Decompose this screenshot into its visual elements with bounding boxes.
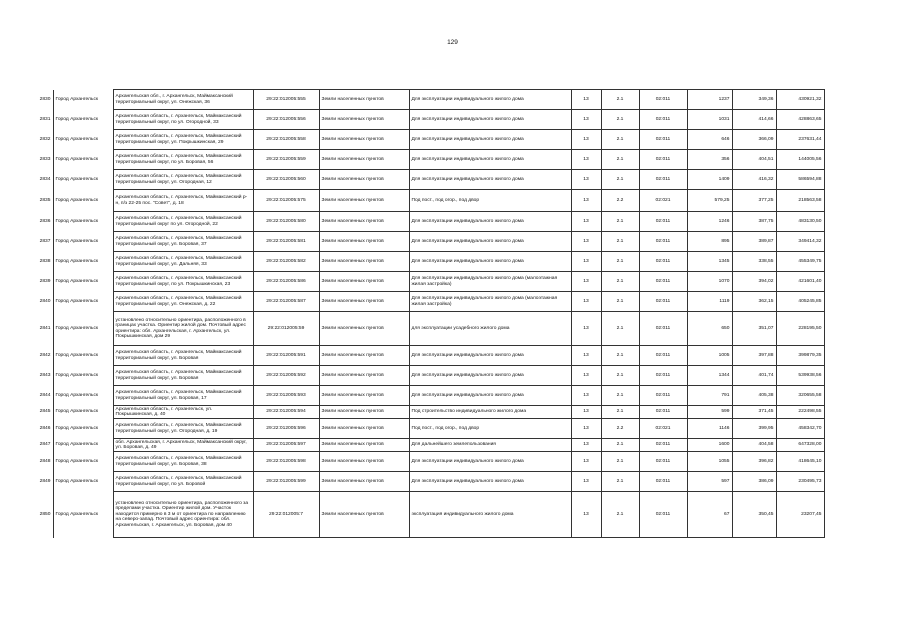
cell-cadastral-value: 458342,70 bbox=[776, 419, 824, 439]
cell-address: Архангельская область, г. Архангельск, Маймаксанский территориальный округ, ул. Боровая bbox=[113, 366, 253, 386]
cell-permitted-use: Для эксплуатации индивидуального жилого дома bbox=[409, 110, 571, 130]
cell-cadastral-value: 144005,56 bbox=[776, 150, 824, 170]
cell-vri-code: 02:011 bbox=[639, 346, 687, 366]
cell-vri-code: 02:011 bbox=[639, 150, 687, 170]
cell-cadastral-number: 29:22:012005:580 bbox=[253, 212, 319, 232]
cell-cadastral-value: 455349,75 bbox=[776, 252, 824, 272]
cell-permitted-use: Для эксплуатации индивидуального жилого дома bbox=[409, 232, 571, 252]
cell-address: Архангельская обл., г. Архангельск, Маймаксанский территориальный округ, ул. Онежская, 36 bbox=[113, 90, 253, 110]
table-row bbox=[35, 439, 824, 452]
cell-address: Архангельская область, г. Архангельск, Маймаксанский территориальный округ, ул. Огородная, 12 bbox=[113, 170, 253, 190]
cell-land-category: Земли населенных пунктов bbox=[319, 312, 409, 346]
cell-row-number: 2843 bbox=[35, 366, 53, 386]
cell-specific-value: 351,07 bbox=[732, 312, 776, 346]
cell-cadastral-value: 430921,32 bbox=[776, 90, 824, 110]
cell-address: Архангельская область, г. Архангельск, Маймаксанский территориальный округ, по ул. Покрышкинская, 23 bbox=[113, 272, 253, 292]
cell-cadastral-value: 23207,45 bbox=[776, 492, 824, 538]
cell-cadastral-number: 29:22:012005:558 bbox=[253, 130, 319, 150]
cell-cadastral-number: 29:22:012005:575 bbox=[253, 190, 319, 212]
cell-code: 13 bbox=[571, 346, 601, 366]
table-row bbox=[35, 170, 824, 190]
cell-area: 597 bbox=[687, 472, 732, 492]
table-row bbox=[35, 272, 824, 292]
cell-row-number: 2847 bbox=[35, 439, 53, 452]
cell-municipality: Город Архангельск bbox=[55, 156, 99, 162]
cell-cadastral-number: 29:22:012005:593 bbox=[253, 386, 319, 406]
cell-row-number: 2831 bbox=[35, 110, 53, 130]
cell-code: 13 bbox=[571, 452, 601, 472]
table-row bbox=[35, 90, 824, 110]
cell-cadastral-number: 29:22:012005:560 bbox=[253, 170, 319, 190]
cell-municipality: Город Архангельск bbox=[55, 325, 99, 331]
cell-area: 1055 bbox=[687, 452, 732, 472]
cell-cadastral-value: 237631,44 bbox=[776, 130, 824, 150]
cell-municipality: Город Архангельск bbox=[55, 116, 99, 122]
cell-use-group: 2.1 bbox=[601, 452, 639, 472]
cell-use-group: 2.1 bbox=[601, 170, 639, 190]
cell-area: 895 bbox=[687, 232, 732, 252]
cell-use-group: 2.1 bbox=[601, 406, 639, 419]
cell-municipality: Город Архангельск bbox=[55, 298, 99, 304]
cell-row-number: 2850 bbox=[35, 492, 53, 538]
cell-municipality: Город Архангельск bbox=[55, 511, 99, 517]
cell-land-category: Земли населенных пунктов bbox=[319, 406, 409, 419]
cell-code: 13 bbox=[571, 150, 601, 170]
cell-permitted-use: Для эксплуатации индивидуального жилого дома bbox=[409, 130, 571, 150]
cell-municipality: Город Архангельск bbox=[55, 238, 99, 244]
cell-address: Архангельская область, г. Архангельск, Маймаксанский территориальный округ, по ул. Боровая, 56 bbox=[113, 150, 253, 170]
cell-permitted-use: Для эксплуатации индивидуального жилого дома bbox=[409, 472, 571, 492]
cell-cadastral-number: 29:22:012005:598 bbox=[253, 452, 319, 472]
cell-municipality: Город Архангельск bbox=[55, 258, 99, 264]
cell-municipality: Город Архангельск bbox=[55, 478, 99, 484]
cell-specific-value: 396,82 bbox=[732, 452, 776, 472]
table-row bbox=[35, 292, 824, 312]
cell-row-number: 2845 bbox=[35, 406, 53, 419]
cell-area: 1031 bbox=[687, 110, 732, 130]
cell-municipality: Город Архангельск bbox=[55, 392, 99, 398]
cell-specific-value: 394,02 bbox=[732, 272, 776, 292]
cell-row-number: 2834 bbox=[35, 170, 53, 190]
cell-cadastral-value: 228195,50 bbox=[776, 312, 824, 346]
cell-row-number: 2840 bbox=[35, 292, 53, 312]
cell-use-group: 2.1 bbox=[601, 366, 639, 386]
cell-municipality: Город Архангельск bbox=[55, 425, 99, 431]
cell-land-category: Земли населенных пунктов bbox=[319, 439, 409, 452]
cell-municipality: Город Архангельск bbox=[55, 409, 99, 415]
cell-specific-value: 387,75 bbox=[732, 212, 776, 232]
cell-cadastral-value: 349414,32 bbox=[776, 232, 824, 252]
cell-use-group: 2.1 bbox=[601, 212, 639, 232]
cell-specific-value: 414,66 bbox=[732, 110, 776, 130]
cell-address: Архангельская область, г. Архангельск, Маймаксанский территориальный округ, ул. Боровая, 17 bbox=[113, 386, 253, 406]
cell-permitted-use: Под пост., под огор., под двор bbox=[409, 419, 571, 439]
cell-code: 13 bbox=[571, 472, 601, 492]
cell-vri-code: 02:021 bbox=[639, 190, 687, 212]
table-row bbox=[35, 212, 824, 232]
cell-address: Архангельская область, г. Архангельск, Маймаксанский территориальный округ, ул. Боровая bbox=[113, 346, 253, 366]
cell-cadastral-number: 29:22:012005:599 bbox=[253, 472, 319, 492]
cell-municipality: Город Архангельск bbox=[55, 218, 99, 224]
cell-code: 13 bbox=[571, 212, 601, 232]
cell-area: 1119 bbox=[687, 292, 732, 312]
cell-cadastral-value: 539938,56 bbox=[776, 366, 824, 386]
cell-municipality: Город Архангельск bbox=[55, 372, 99, 378]
table-row bbox=[35, 312, 824, 346]
cell-vri-code: 02:011 bbox=[639, 439, 687, 452]
cell-specific-value: 349,36 bbox=[732, 90, 776, 110]
cell-land-category: Земли населенных пунктов bbox=[319, 452, 409, 472]
cell-municipality: Город Архангельск bbox=[55, 352, 99, 358]
cell-cadastral-number: 29:22:012005:559 bbox=[253, 150, 319, 170]
cell-vri-code: 02:011 bbox=[639, 252, 687, 272]
cell-address: Архангельская область, г. Архангельск, Маймаксанский р-н, п/з 22-25 пос. "Совет", д. 18 bbox=[113, 190, 253, 212]
cell-vri-code: 02:011 bbox=[639, 292, 687, 312]
cell-row-number: 2842 bbox=[35, 346, 53, 366]
cell-vri-code: 02:011 bbox=[639, 212, 687, 232]
cell-code: 13 bbox=[571, 232, 601, 252]
cell-land-category: Земли населенных пунктов bbox=[319, 150, 409, 170]
cell-permitted-use: Для эксплуатации индивидуального жилого дома bbox=[409, 170, 571, 190]
cell-address: обл. Архангельская, г. Архангельск, Маймаксанский округ, ул. Боровая, д. 49 bbox=[113, 439, 253, 452]
cell-vri-code: 02:011 bbox=[639, 232, 687, 252]
table-body bbox=[35, 90, 824, 538]
cell-cadastral-number: 29:22:012005:556 bbox=[253, 110, 319, 130]
cell-area: 1409 bbox=[687, 170, 732, 190]
cell-cadastral-value: 483130,50 bbox=[776, 212, 824, 232]
cell-vri-code: 02:011 bbox=[639, 272, 687, 292]
cell-cadastral-value: 428863,65 bbox=[776, 110, 824, 130]
cell-specific-value: 404,58 bbox=[732, 439, 776, 452]
cell-code: 13 bbox=[571, 312, 601, 346]
cell-land-category: Земли населенных пунктов bbox=[319, 190, 409, 212]
table-row bbox=[35, 452, 824, 472]
cell-cadastral-value: 320655,58 bbox=[776, 386, 824, 406]
cell-vri-code: 02:011 bbox=[639, 452, 687, 472]
cell-specific-value: 362,15 bbox=[732, 292, 776, 312]
cell-land-category: Земли населенных пунктов bbox=[319, 366, 409, 386]
cell-land-category: Земли населенных пунктов bbox=[319, 130, 409, 150]
cell-row-number: 2846 bbox=[35, 419, 53, 439]
table-row bbox=[35, 232, 824, 252]
cell-cadastral-number: 29:22:012005:7 bbox=[253, 492, 319, 538]
cell-permitted-use: Для эксплуатации индивидуального жилого дома bbox=[409, 90, 571, 110]
cell-cadastral-number: 29:22:012005:59 bbox=[253, 312, 319, 346]
cell-use-group: 2.1 bbox=[601, 386, 639, 406]
cell-cadastral-value: 647328,00 bbox=[776, 439, 824, 452]
cell-cadastral-number: 29:22:012005:586 bbox=[253, 272, 319, 292]
cell-address: Архангельская область, г. Архангельск, ул. Покрышкинская, д. 40 bbox=[113, 406, 253, 419]
cell-specific-value: 350,45 bbox=[732, 492, 776, 538]
cell-code: 13 bbox=[571, 366, 601, 386]
cell-cadastral-value: 230495,73 bbox=[776, 472, 824, 492]
cell-row-number: 2830 bbox=[35, 90, 53, 110]
cell-area: 1344 bbox=[687, 366, 732, 386]
table-row bbox=[35, 252, 824, 272]
table-row bbox=[35, 472, 824, 492]
cell-land-category: Земли населенных пунктов bbox=[319, 419, 409, 439]
cell-permitted-use: Для дальнейшего землепользования bbox=[409, 439, 571, 452]
cell-use-group: 2.1 bbox=[601, 492, 639, 538]
cell-land-category: Земли населенных пунктов bbox=[319, 386, 409, 406]
cell-address: Архангельская область, г. Архангельск, Маймаксанский территориальный округ, ул. Дальняя, 33 bbox=[113, 252, 253, 272]
cell-address: Архангельская область, г. Архангельск, Маймаксанский территориальный округ, ул. Покрышкинская, 29 bbox=[113, 130, 253, 150]
cell-municipality: Город Архангельск bbox=[55, 176, 99, 182]
cell-code: 13 bbox=[571, 439, 601, 452]
cell-vri-code: 02:011 bbox=[639, 170, 687, 190]
cell-specific-value: 371,45 bbox=[732, 406, 776, 419]
table-row bbox=[35, 406, 824, 419]
table-row bbox=[35, 110, 824, 130]
cell-code: 13 bbox=[571, 292, 601, 312]
cell-area: 1345 bbox=[687, 252, 732, 272]
cell-land-category: Земли населенных пунктов bbox=[319, 232, 409, 252]
cell-address: Архангельская область, г. Архангельск, Маймаксанский территориальный округ по ул. Огородной, 22 bbox=[113, 212, 253, 232]
cell-area: 67 bbox=[687, 492, 732, 538]
table-row bbox=[35, 419, 824, 439]
cell-cadastral-value: 421601,40 bbox=[776, 272, 824, 292]
cell-use-group: 2.1 bbox=[601, 346, 639, 366]
cell-area: 1600 bbox=[687, 439, 732, 452]
cell-cadastral-value: 222498,55 bbox=[776, 406, 824, 419]
cell-land-category: Земли населенных пунктов bbox=[319, 272, 409, 292]
cell-cadastral-number: 29:22:012005:581 bbox=[253, 232, 319, 252]
cell-address: Архангельская область, г. Архангельск, Маймаксанский территориальный округ, по ул. Боровой bbox=[113, 472, 253, 492]
cell-specific-value: 338,55 bbox=[732, 252, 776, 272]
cell-use-group: 2.1 bbox=[601, 272, 639, 292]
cell-municipality: Город Архангельск bbox=[55, 458, 99, 464]
cell-address: Архангельская область, г. Архангельск, Маймаксанский территориальный округ, ул. Огородная, д. 19 bbox=[113, 419, 253, 439]
cell-row-number: 2832 bbox=[35, 130, 53, 150]
cell-area: 1146 bbox=[687, 419, 732, 439]
cell-vri-code: 02:011 bbox=[639, 472, 687, 492]
cell-use-group: 2.1 bbox=[601, 252, 639, 272]
table-row bbox=[35, 150, 824, 170]
cell-area: 356 bbox=[687, 150, 732, 170]
cell-cadastral-number: 29:22:012005:596 bbox=[253, 419, 319, 439]
cell-vri-code: 02:011 bbox=[639, 90, 687, 110]
cell-cadastral-number: 29:22:012005:591 bbox=[253, 346, 319, 366]
cell-specific-value: 416,32 bbox=[732, 170, 776, 190]
cell-use-group: 2.1 bbox=[601, 150, 639, 170]
cell-specific-value: 397,88 bbox=[732, 346, 776, 366]
cell-municipality: Город Архангельск bbox=[55, 96, 99, 102]
cell-cadastral-value: 405245,85 bbox=[776, 292, 824, 312]
table-row bbox=[35, 130, 824, 150]
cell-use-group: 2.1 bbox=[601, 292, 639, 312]
cell-land-category: Земли населенных пунктов bbox=[319, 170, 409, 190]
cell-specific-value: 389,87 bbox=[732, 232, 776, 252]
cell-specific-value: 386,09 bbox=[732, 472, 776, 492]
cell-permitted-use: Для эксплуатации индивидуального жилого дома bbox=[409, 366, 571, 386]
cell-land-category: Земли населенных пунктов bbox=[319, 492, 409, 538]
cell-area: 599 bbox=[687, 406, 732, 419]
cell-land-category: Земли населенных пунктов bbox=[319, 212, 409, 232]
cell-use-group: 2.1 bbox=[601, 130, 639, 150]
cell-cadastral-value: 586594,88 bbox=[776, 170, 824, 190]
cell-row-number: 2844 bbox=[35, 386, 53, 406]
cell-cadastral-number: 29:22:012005:594 bbox=[253, 406, 319, 419]
cell-permitted-use: Для эксплуатации индивидуального жилого дома (малоэтажная жилая застройка) bbox=[409, 292, 571, 312]
cell-address: Архангельская область, г. Архангельск, Маймаксанский территориальный округ, ул. Боровая, 38 bbox=[113, 452, 253, 472]
cell-use-group: 2.1 bbox=[601, 90, 639, 110]
cell-address: Архангельская область, г. Архангельск, Маймаксанский территориальный округ, ул. Онежская, д. 22 bbox=[113, 292, 253, 312]
cell-municipality: Город Архангельск bbox=[55, 197, 99, 203]
cell-area: 1005 bbox=[687, 346, 732, 366]
cell-cadastral-number: 29:22:012005:592 bbox=[253, 366, 319, 386]
cell-specific-value: 405,38 bbox=[732, 386, 776, 406]
cell-vri-code: 02:021 bbox=[639, 419, 687, 439]
cell-area: 1237 bbox=[687, 90, 732, 110]
cell-code: 13 bbox=[571, 110, 601, 130]
table-row bbox=[35, 366, 824, 386]
cell-cadastral-value: 399879,35 bbox=[776, 346, 824, 366]
cell-row-number: 2838 bbox=[35, 252, 53, 272]
cell-address: Архангельская область, г. Архангельск, Маймаксанский территориальный округ, по ул. Огородной, 33 bbox=[113, 110, 253, 130]
table-row bbox=[35, 346, 824, 366]
cell-vri-code: 02:011 bbox=[639, 492, 687, 538]
cell-vri-code: 02:011 bbox=[639, 312, 687, 346]
cell-use-group: 2.1 bbox=[601, 439, 639, 452]
cell-code: 13 bbox=[571, 130, 601, 150]
cell-specific-value: 377,25 bbox=[732, 190, 776, 212]
cell-code: 13 bbox=[571, 386, 601, 406]
cell-permitted-use: Для эксплуатации индивидуального жилого дома bbox=[409, 252, 571, 272]
cell-use-group: 2.1 bbox=[601, 232, 639, 252]
cell-row-number: 2835 bbox=[35, 190, 53, 212]
page-number: 129 bbox=[447, 39, 458, 46]
cell-permitted-use: эксплуатация индивидуального жилого дома bbox=[409, 492, 571, 538]
cell-land-category: Земли населенных пунктов bbox=[319, 292, 409, 312]
cell-municipality: Город Архангельск bbox=[55, 136, 99, 142]
cell-permitted-use: Для эксплуатации индивидуального жилого дома (малоэтажная жилая застройка) bbox=[409, 272, 571, 292]
cell-specific-value: 366,09 bbox=[732, 130, 776, 150]
cell-use-group: 2.1 bbox=[601, 472, 639, 492]
cell-permitted-use: Для эксплуатации индивидуального жилого дома bbox=[409, 386, 571, 406]
cell-row-number: 2849 bbox=[35, 472, 53, 492]
cell-code: 13 bbox=[571, 272, 601, 292]
cell-vri-code: 02:011 bbox=[639, 406, 687, 419]
cell-cadastral-number: 29:22:012005:555 bbox=[253, 90, 319, 110]
cell-code: 13 bbox=[571, 90, 601, 110]
cell-area: 1070 bbox=[687, 272, 732, 292]
cell-permitted-use: Для эксплуатации индивидуального жилого дома bbox=[409, 150, 571, 170]
cell-use-group: 2.2 bbox=[601, 419, 639, 439]
cell-row-number: 2848 bbox=[35, 452, 53, 472]
cell-land-category: Земли населенных пунктов bbox=[319, 472, 409, 492]
cell-permitted-use: Для эксплуатации индивидуального жилого дома bbox=[409, 346, 571, 366]
cell-code: 13 bbox=[571, 492, 601, 538]
cell-vri-code: 02:011 bbox=[639, 366, 687, 386]
cell-row-number: 2833 bbox=[35, 150, 53, 170]
cell-address: Архангельская область, г. Архангельск, Маймаксанский территориальный округ, ул. Боровая, 37 bbox=[113, 232, 253, 252]
cell-vri-code: 02:011 bbox=[639, 130, 687, 150]
cell-permitted-use: Под пост., под огор., под двор bbox=[409, 190, 571, 212]
cell-use-group: 2.1 bbox=[601, 110, 639, 130]
cell-municipality: Город Архангельск bbox=[55, 442, 99, 448]
cell-area: 1246 bbox=[687, 212, 732, 232]
table-row bbox=[35, 190, 824, 212]
cell-municipality: Город Архангельск bbox=[55, 278, 99, 284]
cell-code: 13 bbox=[571, 406, 601, 419]
cell-cadastral-value: 218563,58 bbox=[776, 190, 824, 212]
cell-area: 579,25 bbox=[687, 190, 732, 212]
cell-cadastral-number: 29:22:012005:582 bbox=[253, 252, 319, 272]
cell-address: установлено относительно ориентира, расположенного за пределами участка. Ориентир жилой дом. Участок находится примерно в 3 м от ориентира по направлению на северо-запад. Почтовый адрес ориентира: обл. Архангельская, г. Архангельск, ул. Боровая, дом 40 bbox=[113, 492, 253, 538]
cell-land-category: Земли населенных пунктов bbox=[319, 90, 409, 110]
cell-specific-value: 399,95 bbox=[732, 419, 776, 439]
cell-permitted-use: Для эксплуатации индивидуального жилого дома bbox=[409, 212, 571, 232]
cell-area: 791 bbox=[687, 386, 732, 406]
cell-use-group: 2.2 bbox=[601, 190, 639, 212]
cell-specific-value: 401,74 bbox=[732, 366, 776, 386]
cell-row-number: 2841 bbox=[35, 312, 53, 346]
cell-address: установлено относительно ориентира, расположенного в границах участка. Ориентир жилой дом. Почтовый адрес ориентира: обл. Архангельская, г. Архангельск, ул. Покрышкинская, дом 29 bbox=[113, 312, 253, 346]
cell-cadastral-number: 29:22:012005:597 bbox=[253, 439, 319, 452]
cell-cadastral-value: 418645,10 bbox=[776, 452, 824, 472]
cell-area: 650 bbox=[687, 312, 732, 346]
cell-code: 13 bbox=[571, 252, 601, 272]
cell-permitted-use: Под строительство индивидуального жилого дома bbox=[409, 406, 571, 419]
cell-cadastral-number: 29:22:012005:587 bbox=[253, 292, 319, 312]
cell-code: 13 bbox=[571, 190, 601, 212]
table-row bbox=[35, 492, 824, 538]
cell-permitted-use: Для эксплуатации индивидуального жилого дома bbox=[409, 452, 571, 472]
cell-vri-code: 02:011 bbox=[639, 386, 687, 406]
table-row bbox=[35, 386, 824, 406]
cell-row-number: 2836 bbox=[35, 212, 53, 232]
cell-code: 13 bbox=[571, 170, 601, 190]
cadastral-value-table bbox=[35, 89, 825, 538]
cell-use-group: 2.1 bbox=[601, 312, 639, 346]
cell-land-category: Земли населенных пунктов bbox=[319, 252, 409, 272]
cell-row-number: 2837 bbox=[35, 232, 53, 252]
cell-land-category: Земли населенных пунктов bbox=[319, 110, 409, 130]
cell-permitted-use: для эксплуатации усадебного жилого дома bbox=[409, 312, 571, 346]
cell-code: 13 bbox=[571, 419, 601, 439]
cell-specific-value: 404,51 bbox=[732, 150, 776, 170]
cell-row-number: 2839 bbox=[35, 272, 53, 292]
cell-land-category: Земли населенных пунктов bbox=[319, 346, 409, 366]
cell-area: 646 bbox=[687, 130, 732, 150]
cell-vri-code: 02:011 bbox=[639, 110, 687, 130]
